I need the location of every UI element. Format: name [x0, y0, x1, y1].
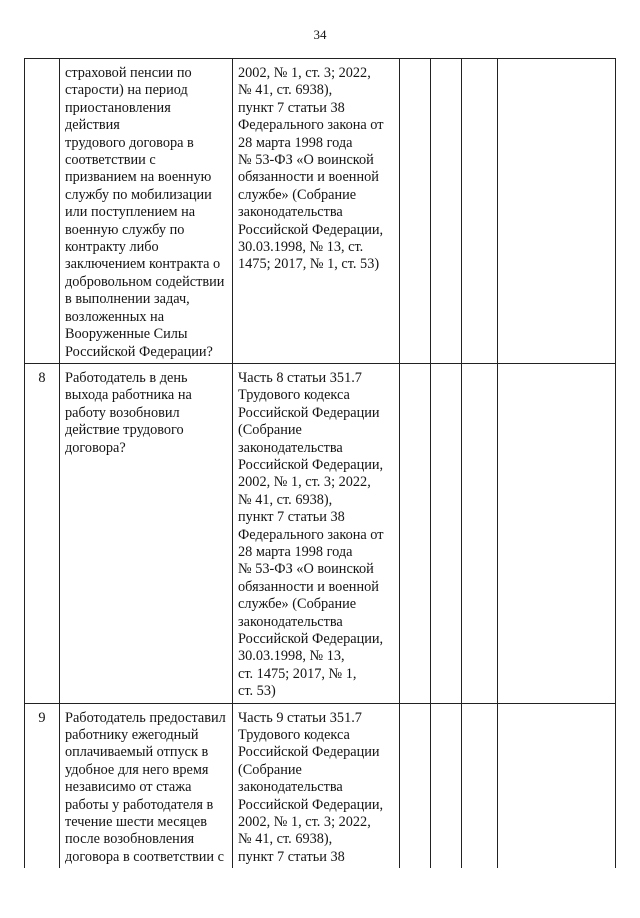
answer-not-applicable-cell[interactable] — [462, 703, 498, 868]
answer-not-applicable-cell[interactable] — [462, 59, 498, 364]
row-number-cell: 9 — [25, 703, 60, 868]
question-cell — [60, 59, 233, 364]
answer-yes-cell[interactable] — [400, 363, 431, 703]
legal-reference-text: Часть 9 статьи 351.7 Трудового кодекса Российской Федерации (Собрание законодательства Российской Федерации, 2002, № 1, ст. 3; 2022, № 41, ст. 6938), пункт 7 статьи 38 — [238, 709, 384, 865]
answer-yes-cell[interactable] — [400, 59, 431, 364]
page-number: 34 — [313, 27, 327, 42]
notes-cell[interactable] — [498, 59, 616, 364]
answer-no-cell[interactable] — [431, 703, 462, 868]
answer-not-applicable-cell[interactable] — [462, 363, 498, 703]
legal-reference-cell — [233, 59, 400, 364]
table-row — [25, 59, 616, 364]
legal-reference-text: Часть 8 статьи 351.7 Трудового кодекса Российской Федерации (Собрание законодательства Российской Федерации, 2002, № 1, ст. 3; 2022, № 41, ст. 6938), пункт 7 статьи 38 Федерального закона от 28 марта 1998 года № 53-ФЗ «О воинской обязанности и военной службе» (Собрание законодательства Российской Федерации, 30.03.1998, № 13, ст. 1475; 2017, № 1, ст. 53) — [238, 369, 384, 700]
checklist-table — [24, 58, 616, 868]
table-row — [25, 703, 616, 868]
table-row — [25, 363, 616, 703]
notes-cell[interactable] — [498, 363, 616, 703]
notes-cell[interactable] — [498, 703, 616, 868]
question-text: страховой пенсии по старости) на период приостановления действия трудового договора в соответствии с призванием на военную службу по мобилизации или поступлением на военную службу по контракту либо заключением контракта о добровольном содействии в выполнении задач, возложенных на Вооруженные Силы Российской Федерации? — [65, 65, 225, 360]
legal-reference-cell — [233, 363, 400, 703]
answer-yes-cell[interactable] — [400, 703, 431, 868]
question-text: Работодатель предоставил работнику ежегодный оплачиваемый отпуск в удобное для него время независимо от стажа работы у работодателя в течение шести месяцев после возобновления договора в соответствии с — [65, 709, 226, 865]
answer-no-cell[interactable] — [431, 59, 462, 364]
row-number-cell — [25, 59, 60, 364]
answer-no-cell[interactable] — [431, 363, 462, 703]
question-cell — [60, 363, 233, 703]
row-number-cell: 8 — [25, 363, 60, 703]
legal-reference-cell — [233, 703, 400, 868]
question-cell — [60, 703, 233, 868]
question-text: Работодатель в день выхода работника на работу возобновил действие трудового договора? — [65, 369, 192, 456]
legal-reference-text: 2002, № 1, ст. 3; 2022, № 41, ст. 6938), пункт 7 статьи 38 Федерального закона от 28 марта 1998 года № 53-ФЗ «О воинской обязанности и военной службе» (Собрание законодательства Российской Федерации, 30.03.1998, № 13, ст. 1475; 2017, № 1, ст. 53) — [238, 65, 384, 273]
